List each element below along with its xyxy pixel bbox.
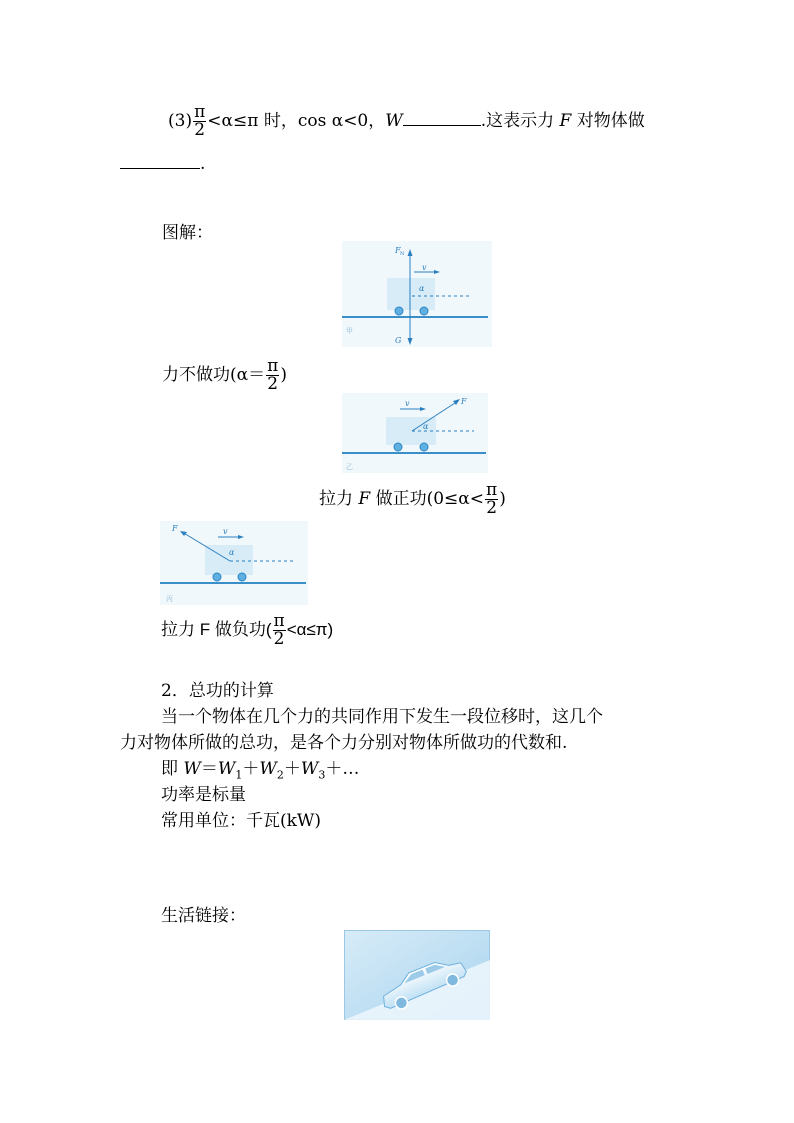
fraction-numerator: π xyxy=(194,102,206,122)
plus-sign: ＋ xyxy=(242,759,260,779)
alpha-label: α xyxy=(419,284,425,293)
caption-text: 拉力 xyxy=(319,489,353,509)
caption-suffix: <α≤π) xyxy=(286,620,334,639)
v-label: v xyxy=(223,527,228,536)
fn-label: F xyxy=(395,246,401,255)
paragraph-line-2: 力对物体所做的总功，是各个力分别对物体所做功的代数和. xyxy=(120,733,568,753)
wheel xyxy=(420,307,428,315)
scalar-note: 功率是标量 xyxy=(161,785,246,805)
fraction-denominator: 2 xyxy=(273,628,285,649)
work-symbol: W xyxy=(259,759,277,779)
pi-over-2-fraction xyxy=(266,355,279,394)
figure-jia xyxy=(342,241,492,347)
wheel xyxy=(394,443,402,451)
fraction-numerator: π xyxy=(273,610,285,631)
plus-sign: ＋ xyxy=(283,759,301,779)
case3-line xyxy=(168,104,645,150)
force-symbol: F xyxy=(358,489,371,509)
fraction-denominator: 2 xyxy=(194,120,206,140)
box xyxy=(386,417,436,445)
diagram-label: 图解： xyxy=(162,223,213,243)
work-symbol: W xyxy=(300,759,319,779)
wheel xyxy=(395,307,403,315)
g-label: G xyxy=(395,336,402,345)
force-symbol: F xyxy=(559,111,572,131)
alpha-label: α xyxy=(423,422,429,431)
case3-line2 xyxy=(120,152,205,175)
work-symbol: W xyxy=(217,759,236,779)
subscript: 1 xyxy=(235,768,243,782)
life-link-label: 生活链接： xyxy=(161,906,246,926)
case-number: (3) xyxy=(168,111,193,131)
figure-tag: 甲 xyxy=(346,327,353,335)
meaning-tail: 对物体做 xyxy=(576,111,645,131)
pi-over-2-fraction xyxy=(273,610,286,649)
pi-over-2-fraction xyxy=(193,104,206,139)
caption-bing xyxy=(161,607,333,653)
ellipsis: ＋… xyxy=(325,759,360,779)
caption-yi xyxy=(319,476,506,522)
subscript: 3 xyxy=(318,768,326,782)
wheel xyxy=(420,443,428,451)
figure-tag: 乙 xyxy=(346,463,353,471)
section-heading: 2．总功的计算 xyxy=(161,681,274,701)
caption-suffix: ) xyxy=(280,365,287,385)
alpha-label: α xyxy=(229,548,235,557)
total-work-formula xyxy=(161,758,359,786)
formula-prefix: 即 xyxy=(161,759,178,779)
v-label: v xyxy=(422,263,427,272)
equals-sign: ＝ xyxy=(200,759,218,779)
fraction-numerator: π xyxy=(486,479,498,500)
fraction-denominator: 2 xyxy=(486,497,498,518)
f-label: F xyxy=(172,524,178,533)
paragraph-line-1: 当一个物体在几个力的共同作用下发生一段位移时，这几个 xyxy=(161,707,603,727)
wheel xyxy=(238,573,246,581)
meaning-text: .这表示力 xyxy=(480,111,555,131)
answer-blank-2[interactable] xyxy=(120,152,200,169)
unit-note: 常用单位：千瓦(kW) xyxy=(161,811,322,831)
pi-over-2-fraction xyxy=(485,479,498,518)
caption-text: 做正功(0≤α< xyxy=(375,489,485,509)
box xyxy=(387,278,435,310)
caption-text: 力不做功(α＝ xyxy=(162,365,266,385)
caption-jia xyxy=(162,352,287,398)
subscript: 2 xyxy=(276,768,284,782)
fn-subscript: N xyxy=(400,251,405,257)
caption-suffix: ) xyxy=(499,489,506,509)
angle-condition: <α≤π 时，cos α<0， xyxy=(207,111,386,131)
car-on-slope-image xyxy=(344,930,490,1020)
caption-text: 拉力 F 做负功( xyxy=(161,620,272,639)
fraction-numerator: π xyxy=(267,355,279,376)
work-symbol: W xyxy=(385,111,403,131)
fraction-denominator: 2 xyxy=(267,373,279,394)
figure-yi xyxy=(342,393,488,473)
v-label: v xyxy=(405,399,410,408)
figure-tag: 丙 xyxy=(166,595,173,603)
f-label: F xyxy=(461,397,467,406)
wheel xyxy=(213,573,221,581)
figure-bing xyxy=(160,521,308,605)
answer-blank-1[interactable] xyxy=(403,109,481,126)
work-symbol: W xyxy=(183,759,201,779)
end-dot: . xyxy=(200,154,206,174)
